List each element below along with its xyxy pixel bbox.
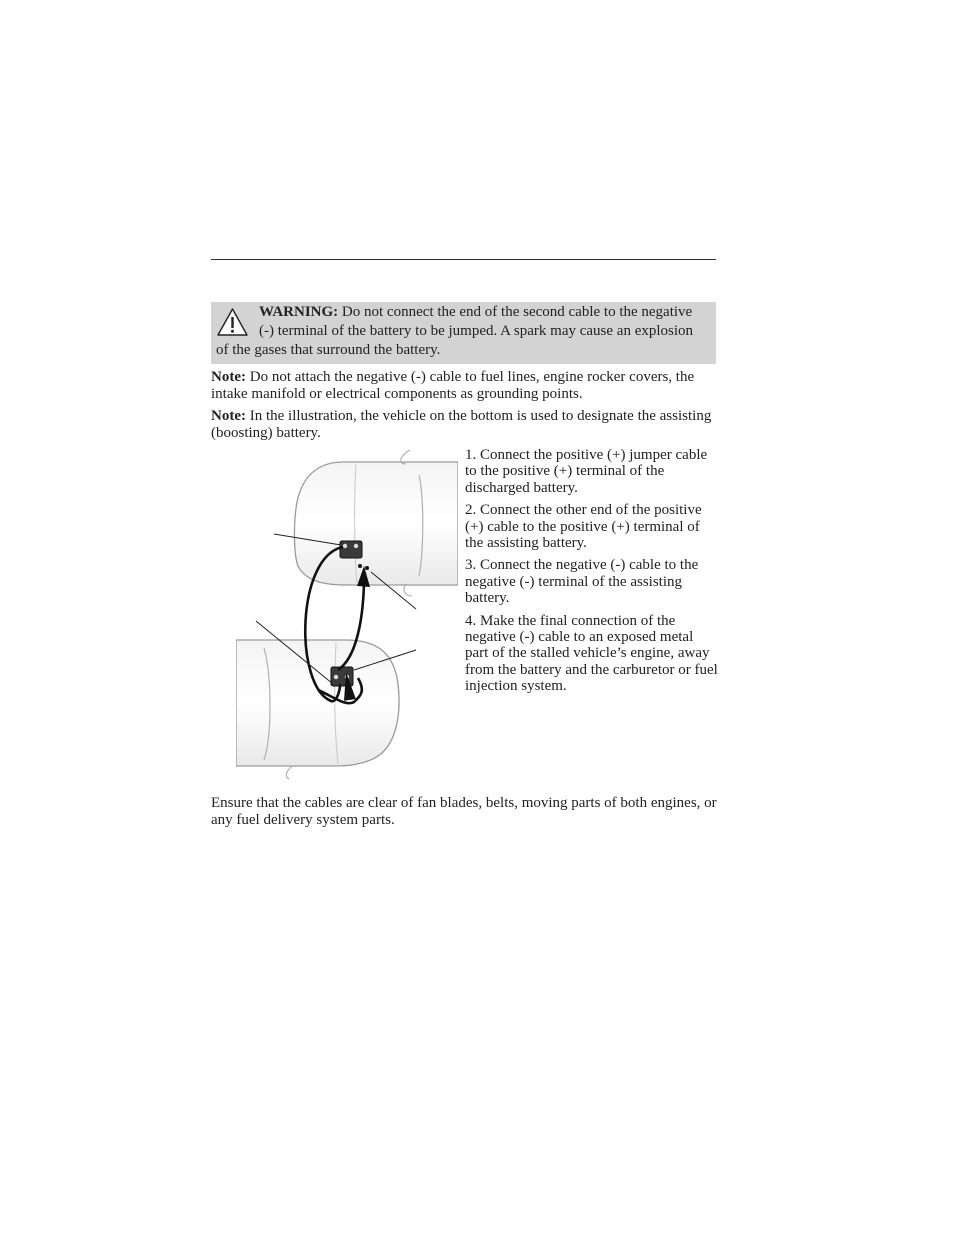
header-rule — [211, 259, 716, 260]
jump-start-illustration — [236, 446, 458, 782]
warning-label: WARNING: — [259, 304, 339, 320]
warning-triangle-icon — [216, 307, 249, 337]
cable-clearance-text: Ensure that the cables are clear of fan blades, belts, moving parts of both engines, or any fuel delivery system parts. — [211, 795, 717, 828]
battery-icon — [340, 541, 362, 558]
note-label: Note: — [211, 369, 246, 385]
step-item: 3. Connect the negative (-) cable to the negative (-) terminal of the assisting battery. — [465, 557, 699, 607]
note-text: Do not attach the negative (-) cable to fuel lines, engine rocker covers, the intake manifold or electrical components as grounding points. — [211, 369, 695, 402]
warning-box — [211, 302, 716, 364]
car-top-view-icon — [236, 640, 399, 779]
step-item: 1. Connect the positive (+) jumper cable to the positive (+) terminal of the discharged battery. — [465, 447, 708, 496]
note-grounding — [211, 369, 721, 402]
jump-steps-list — [465, 447, 720, 701]
note-label: Note: — [211, 408, 246, 424]
step-item: 2. Connect the other end of the positive (+) cable to the positive (+) terminal of the assisting battery. — [465, 502, 702, 552]
warning-text: Do not connect the end of the second cable to the negative (-) terminal of the battery to be jumped. A spark may cause an explosion of the gases that surround the battery. — [216, 304, 694, 358]
note-text: In the illustration, the vehicle on the bottom is used to designate the assisting (boosting) battery. — [211, 408, 712, 441]
car-top-view-icon — [294, 450, 458, 596]
note-illustration — [211, 408, 721, 441]
step-item: 4. Make the final connection of the negative (-) cable to an exposed metal part of the stalled vehicle’s engine, away from the battery and the carburetor or fuel injection system. — [465, 612, 718, 695]
